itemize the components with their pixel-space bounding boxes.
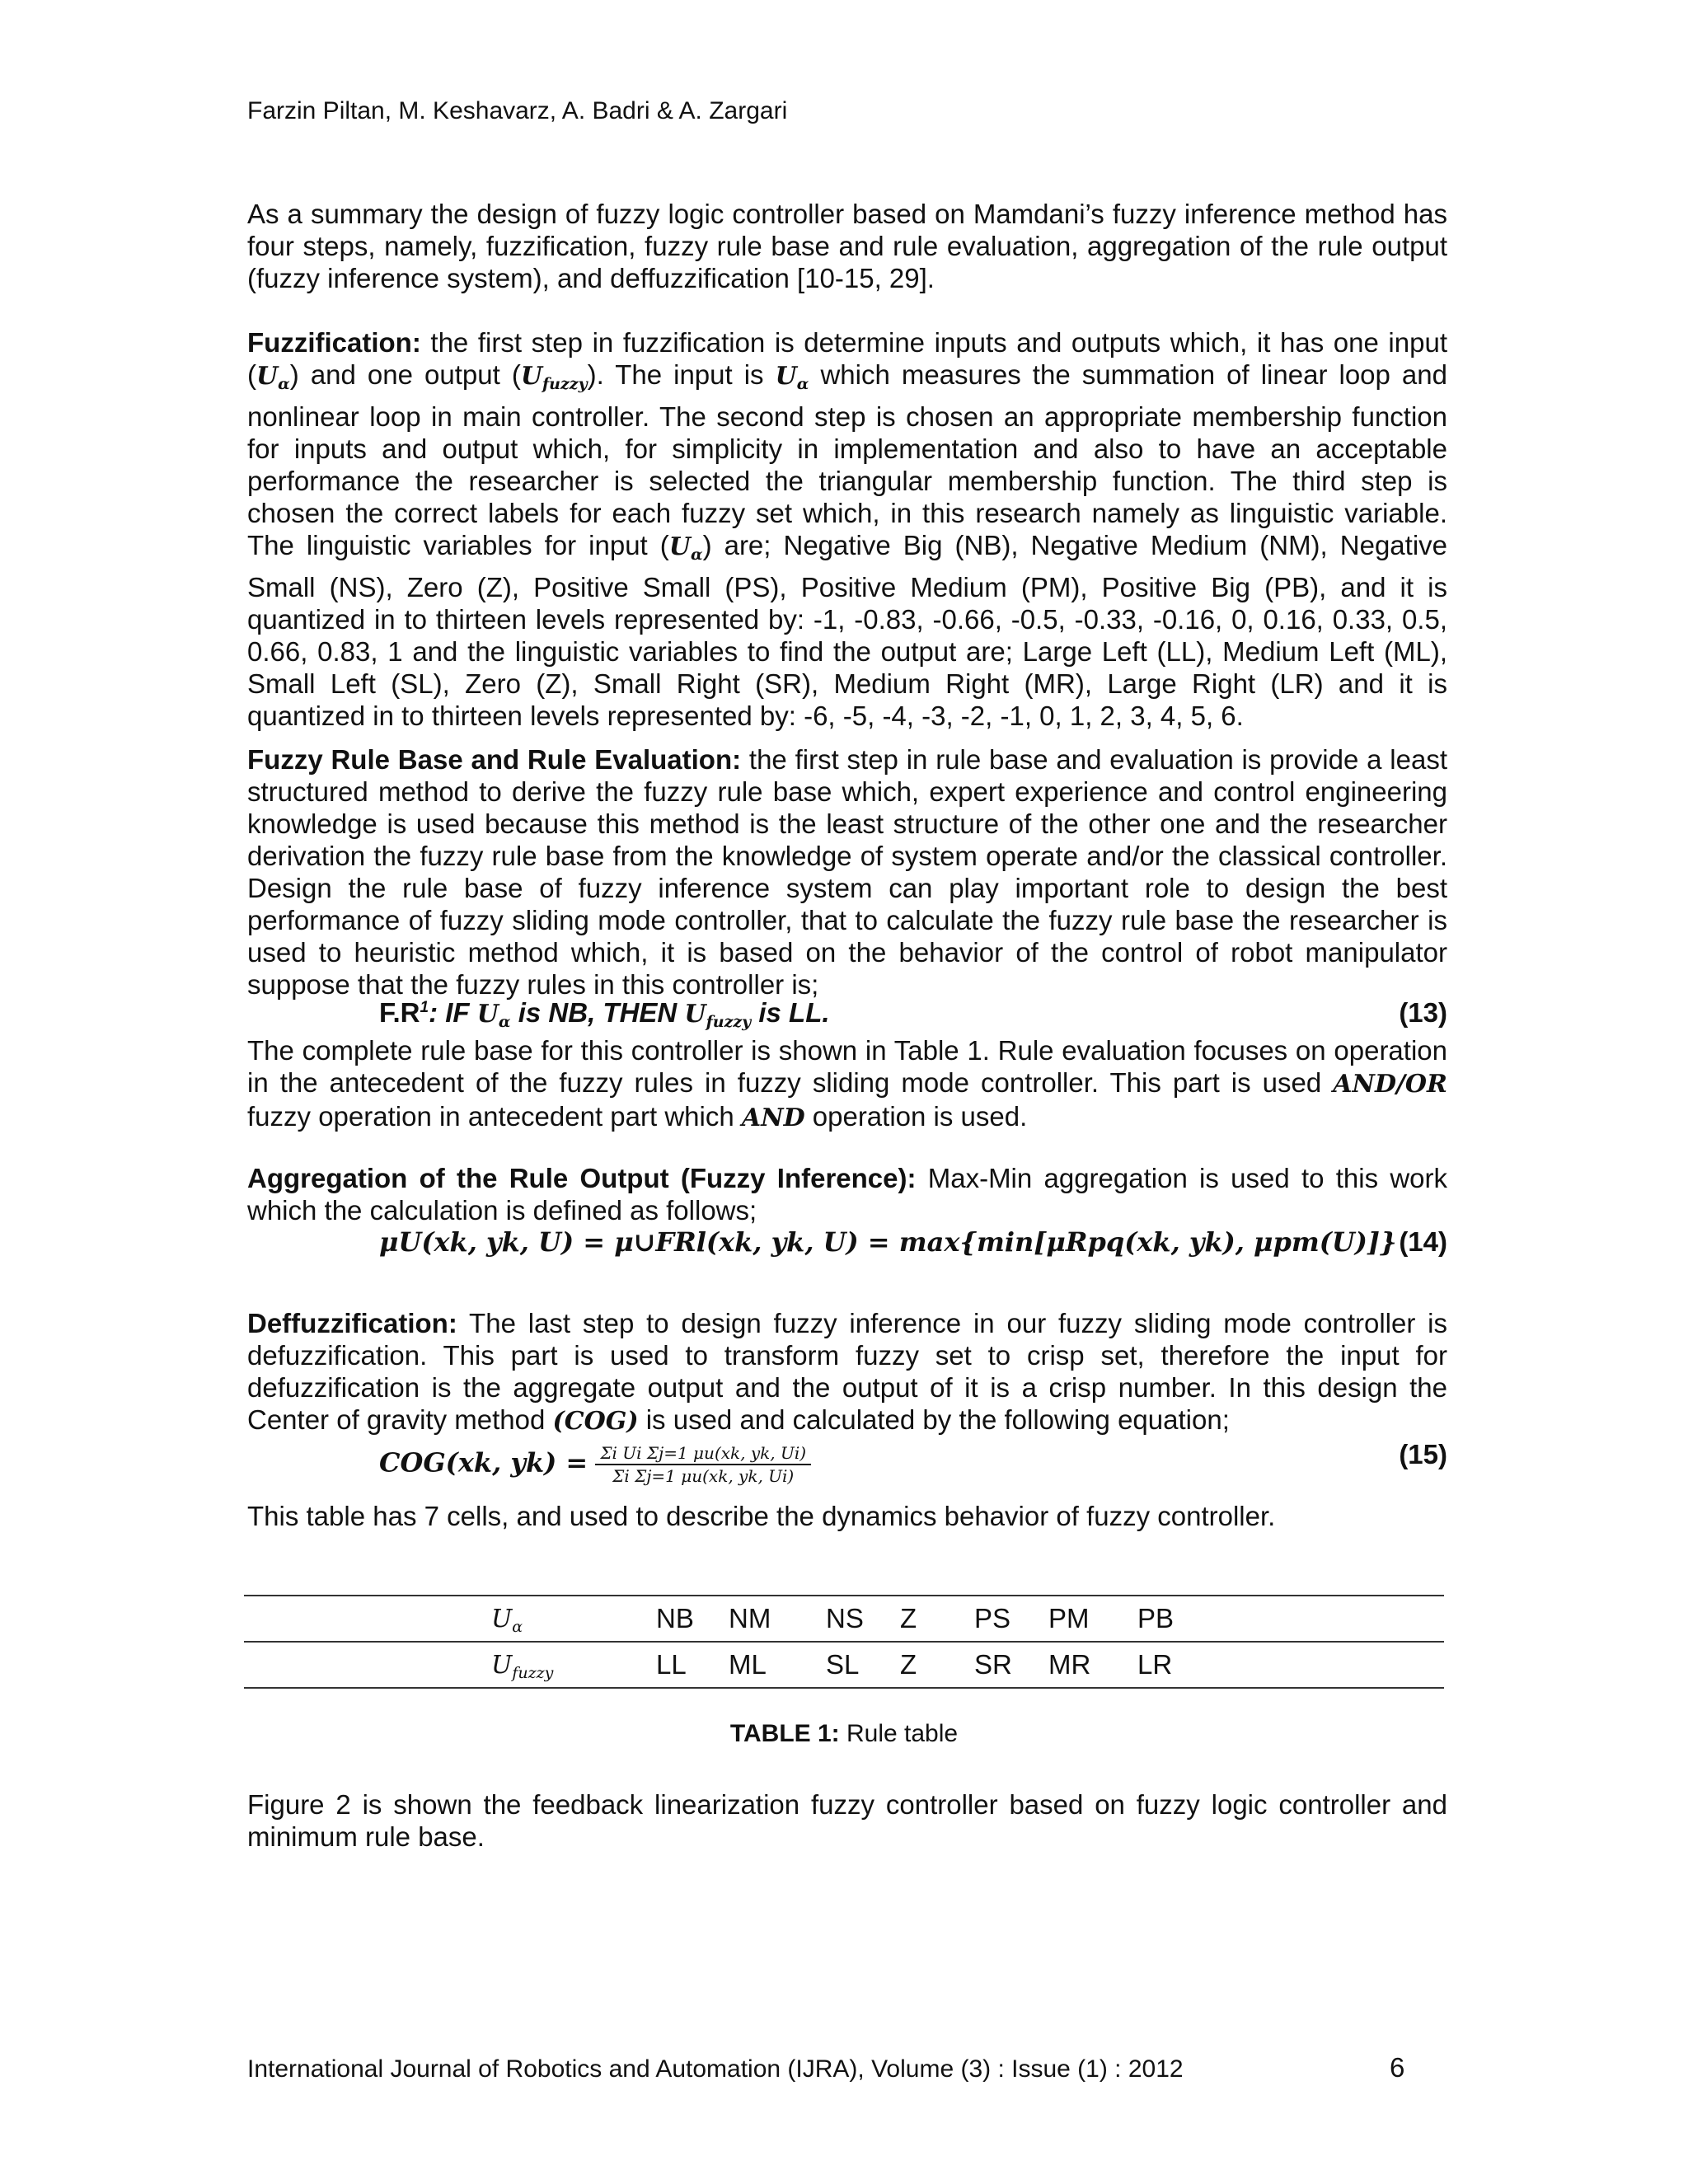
equation-number-13: (13): [1399, 997, 1447, 1028]
table-row: [244, 1642, 1444, 1688]
u-alpha-symbol: $U_\alpha$: [256, 362, 290, 393]
equation-14: μU(xk, yk, U) = μ∪FRl(xk, yk, U) = max{min[μRpq(xk, yk), μpm(U)]}: [379, 1226, 1397, 1258]
table-cell: PS: [974, 1596, 1048, 1642]
summary-paragraph: As a summary the design of fuzzy logic controller based on Mamdani’s fuzzy inference method has four steps, namely, fuzzification, fuzzy rule base and rule evaluation, aggregation of the rule output (fuzzy inference system), and deffuzzification [10-15, 29].: [247, 199, 1447, 293]
table-cell: SR: [974, 1642, 1048, 1688]
rulebase-paragraph: [247, 743, 1447, 1001]
table-cell: ML: [729, 1642, 826, 1688]
table-cell: NS: [826, 1596, 900, 1642]
table-cell: NM: [729, 1596, 826, 1642]
rule-table: [244, 1595, 1444, 1689]
table-cell: PM: [1048, 1596, 1137, 1642]
table-row-label-u-fuzzy: $U_{fuzzy}$: [491, 1642, 656, 1688]
table-cell: LR: [1137, 1642, 1444, 1688]
u-alpha-symbol: $U_\alpha$: [668, 532, 703, 564]
and-symbol: AND: [741, 1104, 805, 1132]
fuzzification-text-3: ). The input is: [587, 359, 776, 390]
aggregation-paragraph: [247, 1162, 1447, 1226]
table-cell: MR: [1048, 1642, 1137, 1688]
table-caption: TABLE 1: Rule table: [729, 1720, 959, 1747]
table-cell: LL: [656, 1642, 729, 1688]
figure-reference-paragraph: Figure 2 is shown the feedback linearization fuzzy controller based on fuzzy logic controller and minimum rule base.: [247, 1789, 1447, 1852]
complete-rulebase-paragraph: The complete rule base for this controller is shown in Table 1. Rule evaluation focuses on operation in the antecedent of the fuzzy rules in fuzzy sliding mode controller. This part is used AND/OR fuzzy operation in antecedent part which AND operation is used.: [247, 1035, 1447, 1132]
defuzzification-paragraph: Deffuzzification: The last step to design fuzzy inference in our fuzzy sliding mode controller is defuzzification. This part is used to transform fuzzy set to crisp set, therefore the input for defuzzification is the aggregate output and the output of it is a crisp number. In this design the Center of gravity method (COG) is used and calculated by the following equation;: [247, 1308, 1447, 1436]
and-or-symbol: AND/OR: [1333, 1070, 1447, 1099]
u-fuzzy-symbol: $U_{fuzzy}$: [520, 362, 588, 393]
cog-symbol: (COG): [552, 1407, 639, 1436]
table-cell: PB: [1137, 1596, 1444, 1642]
table-cell: Z: [900, 1642, 974, 1688]
rule-13-line: [247, 997, 1447, 1031]
u-alpha-symbol: $U_\alpha$: [775, 362, 809, 393]
fuzzification-text-4: which measures the summation of linear loop and nonlinear loop in main controller. The second step is chosen an appropriate membership function for inputs and output which, for simplicity in implementation and also to have an acceptable performance the researcher is selected the triangular membership function. The third step is chosen the correct labels for each fuzzy set which, in this research namely as linguistic variable. The linguistic variables for input (: [247, 359, 1447, 560]
rulebase-text: the first step in rule base and evaluation is provide a least structured method to derive the fuzzy rule base which, expert experience and control engineering knowledge is used because this method is the least structure of the other one and the researcher derivation the fuzzy rule base from the knowledge of system operate and/or the classical controller. Design the rule base of fuzzy inference system can play important role to design the best performance of fuzzy sliding mode controller, that to calculate the fuzzy rule base the researcher is used to heuristic method which, it is based on the behavior of the control of robot manipulator suppose that the fuzzy rules in this controller is;: [247, 744, 1447, 1000]
rulebase-heading: Fuzzy Rule Base and Rule Evaluation:: [247, 744, 742, 775]
journal-footer: International Journal of Robotics and Automation (IJRA), Volume (3) : Issue (1) : 2012: [247, 2055, 1184, 2083]
table-note: This table has 7 cells, and used to describe the dynamics behavior of fuzzy controller.: [247, 1501, 1276, 1531]
fuzzification-heading: Fuzzification:: [247, 327, 421, 358]
running-header: Farzin Piltan, M. Keshavarz, A. Badri & A. Zargari: [247, 97, 788, 124]
defuzzification-heading: Deffuzzification:: [247, 1308, 457, 1338]
table-row-label-u-alpha: $U_\alpha$: [491, 1596, 656, 1642]
fuzzification-text-1: the first step in fuzzification is determine inputs and outputs which, it has one input (: [247, 327, 1447, 390]
fuzzification-paragraph: [247, 326, 1447, 732]
aggregation-heading: Aggregation of the Rule Output (Fuzzy Inference):: [247, 1163, 917, 1193]
table-row: [244, 1596, 1444, 1642]
equation-number-14: (14): [1399, 1226, 1447, 1257]
page-number: 6: [1390, 2052, 1405, 2083]
fuzzification-text-5: ) are; Negative Big (NB), Negative Medium (NM), Negative Small (NS), Zero (Z), Positive Small (PS), Positive Medium (PM), Positive Big (PB), and it is quantized in to thirteen levels represented by: -1, -0.83, -0.66, -0.5, -0.33, -0.16, 0, 0.16, 0.33, 0.5, 0.66, 0.83, 1 and the linguistic variables to find the output are; Large Left (LL), Medium Left (ML), Small Left (SL), Zero (Z), Small Right (SR), Medium Right (MR), Large Right (LR) and it is quantized in to thirteen levels represented by: -6, -5, -4, -3, -2, -1, 0, 1, 2, 3, 4, 5, 6.: [247, 530, 1448, 731]
table-cell: Z: [900, 1596, 974, 1642]
equation-number-15: (15): [1399, 1439, 1447, 1469]
table-cell: SL: [826, 1642, 900, 1688]
aggregation-text: Max-Min aggregation is used to this work which the calculation is defined as follows;: [247, 1163, 1448, 1226]
equation-14-line: [247, 1226, 1447, 1258]
table-cell: NB: [656, 1596, 729, 1642]
equation-15-line: [247, 1434, 1447, 1492]
fuzzification-text-2: ) and one output (: [289, 359, 521, 390]
equation-15: COG(xk, yk) = $\frac{\text{Σi Ui Σj=1 μu(xk, yk, Ui)}}{\text{Σi Σj=1 μu(xk, yk, Ui)}}$: [379, 1442, 811, 1487]
rule-13: $F.R^1$: IF $U_\alpha$ is NB, THEN $U_{fuzzy}$ is LL.: [379, 997, 830, 1031]
